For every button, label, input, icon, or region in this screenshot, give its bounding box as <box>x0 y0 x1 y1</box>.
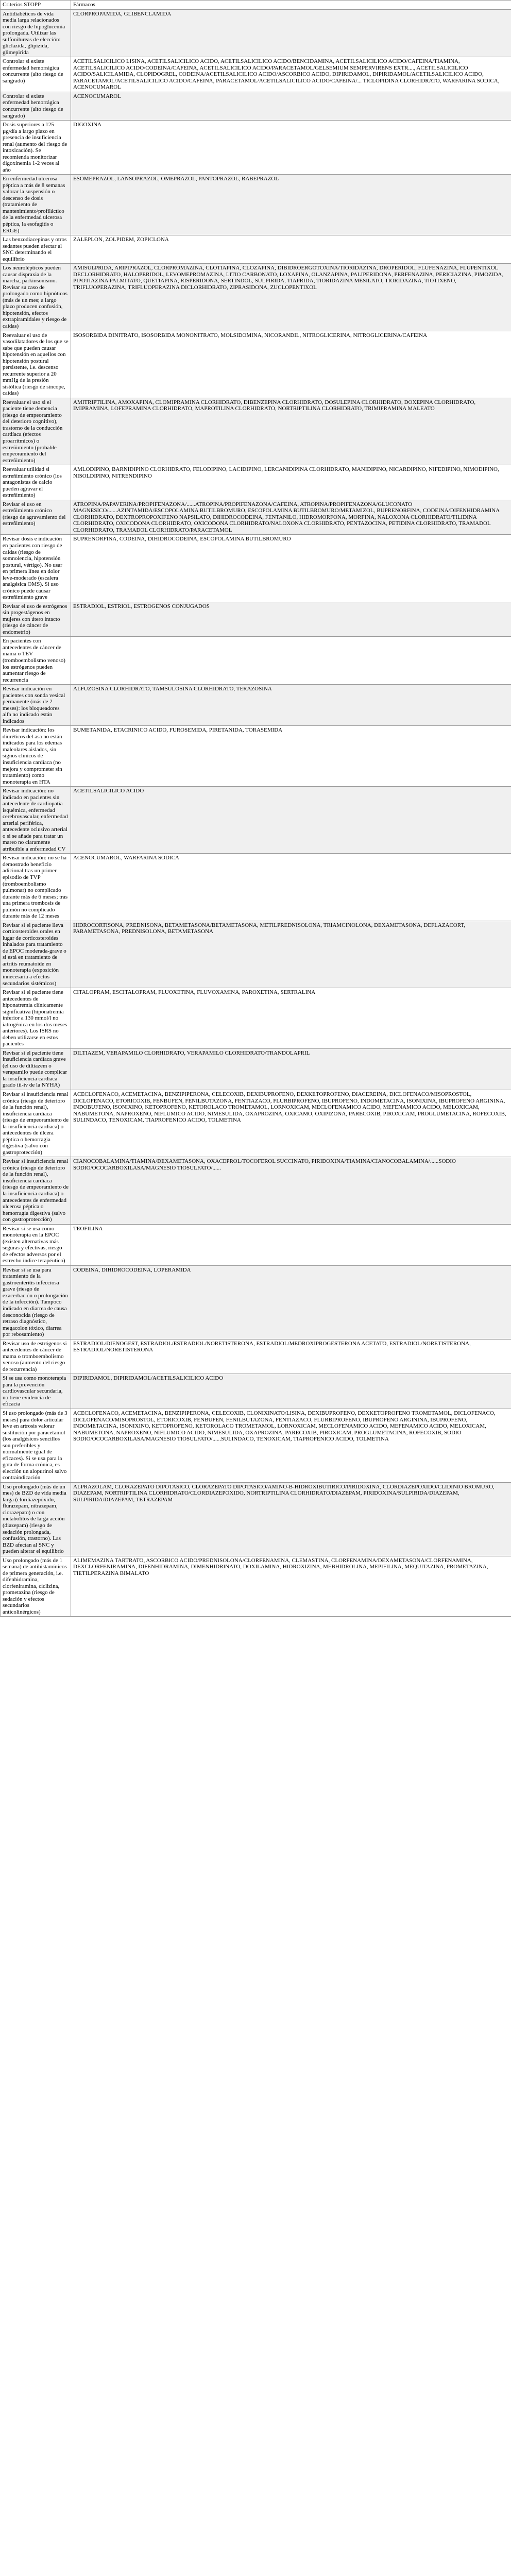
farmacos-cell: ESTRADIOL, ESTRIOL, ESTROGENOS CONJUGADOS <box>71 602 511 637</box>
criterio-cell: Antidiabéticos de vida media larga relacionados con riesgo de hipoglucemia prolongada. Utilizar las sulfonilureas de elección: gliclazida, glipizida, glimepirida <box>1 9 71 57</box>
farmacos-cell: CLORPROPAMIDA, GLIBENCLAMIDA <box>71 9 511 57</box>
table-row <box>1 235 511 264</box>
farmacos-cell: ISOSORBIDA DINITRATO, ISOSORBIDA MONONITRATO, MOLSIDOMINA, NICORANDIL, NITROGLICERINA, NITROGLICERINA/CAFEINA <box>71 331 511 398</box>
header-farmacos: Fármacos <box>71 1 511 10</box>
farmacos-cell: CITALOPRAM, ESCITALOPRAM, FLUOXETINA, FLUVOXAMINA, PAROXETINA, SERTRALINA <box>71 988 511 1049</box>
farmacos-cell: CODEINA, DIHIDROCODEINA, LOPERAMIDA <box>71 1265 511 1339</box>
table-row <box>1 1090 511 1157</box>
farmacos-cell: ACECLOFENACO, ACEMETACINA, BENZIPIPERONA, CELECOXIB, CLONIXINATO/LISINA, DEXIBUPROFENO, DEXKETOPROFENO TROMETAMOL, DICLOFENACO, DICLOFENACO/MISOPROSTOL, ETORICOXIB, FENBUFEN, FENILBUTAZONA, FENTIAZACO, FLURBIPROFENO, IBUPROFENO ARGININA, IBUPROFENO, INDOMETACINA, ISONIXINO, KETOPROFENO, KETOROLACO TROMETAMOL, LORNOXICAM, MECLOFENAMICO ACIDO, MEFENAMICO ACIDO, MELOXICAM, NABUMETONA, NAPROXENO, NIFLUMICO ACIDO, NIMESULIDA, OXAPROZINA, PARECOXIB, PIROXICAM, PROGLUMETACINA, ROFECOXIB, SODIO SODIO/OCOCARBOXILASA/MAGNESIO TIOSULFATO/......SULINDACO, TENOXICAM, TIAPROFENICO ACIDO, TOLMETINA <box>71 1409 511 1482</box>
farmacos-cell: DIPIRIDAMOL, DIPIRIDAMOL/ACETILSALICILICO ACIDO <box>71 1374 511 1409</box>
criterio-cell: Las benzodiacepinas y otros sedantes pueden afectar al SNC determinando el equilibrio <box>1 235 71 264</box>
table-row <box>1 264 511 331</box>
farmacos-cell: HIDROCORTISONA, PREDNISONA, BETAMETASONA/BETAMETASONA, METILPREDNISOLONA, TRIAMCINOLONA, DEXAMETASONA, DEFLAZACORT, PARAMETASONA, PREDNISOLONA, BETAMETASONA <box>71 921 511 988</box>
table-row <box>1 331 511 398</box>
table-row <box>1 787 511 854</box>
criterio-cell: Controlar si existe enfermedad hemorrágica concurrente (alto riesgo de sangrado) <box>1 57 71 92</box>
criterio-cell: Revisar el uso de estrógenos sin progestágenos en mujeres con útero intacto (riesgo de cáncer de endometrio) <box>1 602 71 637</box>
header-criterios: Criterios STOPP <box>1 1 71 10</box>
table-row <box>1 9 511 57</box>
table-row <box>1 121 511 175</box>
farmacos-cell: ATROPINA/PAPAVERINA/PROPIFENAZONA/......ATROPINA/PROPIFENAZONA/CAFEINA, ATROPINA/PROPIFENAZONA/GLUCONATO MAGNESICO/......AZINTAMIDA/ESCOPOLAMINA BUTILBROMURO, ESCOPOLAMINA BUTILBROMURO/METAMIZOL, BUPRENORFINA, CODEINA/DIFENHIDRAMINA CLORHIDRATO, DEXTROPROPOXIFENO NAPSILATO, DIHIDROCODEINA, FENTANILO, HIDROMORFONA, MORFINA, NALOXONA CLORHIDRATO/TILIDINA CLORHIDRATO, OXICODONA CLORHIDRATO, OXICODONA CLORHIDRATO/NALOXONA CLORHIDRATO, PENTAZOCINA, PETIDINA CLORHIDRATO, TRAMADOL CLORHIDRATO, TRAMADOL CLORHIDRATO/PARACETAMOL <box>71 500 511 535</box>
table-row <box>1 854 511 921</box>
farmacos-cell: ESTRADIOL/DIENOGEST, ESTRADIOL/ESTRADIOL/NORETISTERONA, ESTRADIOL/MEDROXIPROGESTERONA ACETATO, ESTRADIOL/NORETISTERONA, ESTRADIOL/NORETISTERONA <box>71 1339 511 1374</box>
table-row <box>1 1409 511 1482</box>
criterio-cell: Reevaluar utilidad si estreñimiento crónico (los antagonistas de calcio pueden agravar el estreñimiento) <box>1 465 71 500</box>
criterio-cell: Si uso prolongado (más de 3 meses) para dolor articular leve en artrosis valorar sustitución por paracetamol (los analgésicos sencillos son preferibles y normalmente igual de eficaces). Si se usa para la gota de forma crónica, es elección un alopurinol salvo contraindicación <box>1 1409 71 1482</box>
farmacos-cell: DILTIAZEM, VERAPAMILO CLORHIDRATO, VERAPAMILO CLORHIDRATO/TRANDOLAPRIL <box>71 1048 511 1090</box>
criterio-cell: Uso prolongado (más de 1 semana) de antihistamínicos de primera generación, i.e. difenhidramina, clorfeniramina, ciclizina, prometazina (riesgo de sedación y efectos secundarios anticolinérgicos) <box>1 1556 71 1617</box>
table-row <box>1 921 511 988</box>
farmacos-cell: ESOMEPRAZOL, LANSOPRAZOL, OMEPRAZOL, PANTOPRAZOL, RABEPRAZOL <box>71 175 511 235</box>
farmacos-cell: ALPRAZOLAM, CLORAZEPATO DIPOTASICO, CLORAZEPATO DIPOTASICO/AMINO-B-HIDROXIBUTIRICO/PIRIDOXINA, CLORDIAZEPOXIDO/CLIDINIO BROMURO, DIAZEPAM, NORTRIPTILINA CLORHIDRATO/CLORDIAZEPOXIDO, NORTRIPTILINA CLORHIDRATO/DIAZEPAM, PIRIDOXINA/SULPIRIDA/DIAZEPAM, SULPIRIDA/DIAZEPAM, TETRAZEPAM <box>71 1482 511 1556</box>
criterio-cell: Revisar uso de estrógenos si antecedentes de cáncer de mama o tromboembolismo venoso (aumento del riesgo de recurrencia) <box>1 1339 71 1374</box>
criterio-cell: Revisar indicación: los diuréticos del asa no están indicados para los edemas maleolares aislados, sin signos clínicos de insuficiencia cardíaca (no mejora y comprometer sin tratamiento) como monoterapia en HTA <box>1 726 71 787</box>
criterio-cell: En pacientes con antecedentes de cáncer de mama o TEV (tromboembolismo venoso) los estrógenos pueden aumentar riesgo de recurrencia <box>1 637 71 685</box>
criterio-cell: Revisar si se usa como monoterapia en la EPOC (existen alternativas más seguras y efectivas, riesgo de efectos adversos por el estrecho índice terapéutico) <box>1 1224 71 1265</box>
criterio-cell: Controlar si existe enfermedad hemorrágica concurrente (alto riesgo de sangrado) <box>1 92 71 120</box>
table-row <box>1 1224 511 1265</box>
criterio-cell: Reevaluar el uso si el paciente tiene demencia (riesgo de empeoramiento del deterioro cognitivo), trastorno de la conducción cardíaca (efectos proarrítmicos) o estreñimiento (probable empeoramiento del estreñimiento) <box>1 398 71 465</box>
farmacos-cell: AMISULPRIDA, ARIPIPRAZOL, CLORPROMAZINA, CLOTIAPINA, CLOZAPINA, DIBIDROERGOTOXINA/TIORIDAZINA, DROPERIDOL, FLUFENAZINA, FLUPENTIXOL DECLORHIDRATO, HALOPERIDOL, LEVOMEPROMAZINA, LITIO CARBONATO, LOXAPINA, OLANZAPINA, PALIPERIDONA, PERFENAZINA, PERICIAZINA, PIMOZIDA, PIPOTIAZINA PALMITATO, QUETIAPINA, RISPERIDONA, SERTINDOL, SULPIRIDA, TIAPRIDA, TIORIDAZINA MESILATO, TIORIDAZINA, TIOTIXENO, TRIFLUOPERAZINA, TRIFLUOPERAZINA DICLORHIDRATO, ZIPRASIDONA, ZUCLOPENTIXOL <box>71 264 511 331</box>
farmacos-cell: ACETILSALICILICO ACIDO <box>71 787 511 854</box>
farmacos-cell: AMLODIPINO, BARNIDIPINO CLORHIDRATO, FELODIPINO, LACIDIPINO, LERCANIDIPINA CLORHIDRATO, MANIDIPINO, NICARDIPINO, NIFEDIPINO, NIMODIPINO, NISOLDIPINO, NITRENDIPINO <box>71 465 511 500</box>
table-row <box>1 535 511 602</box>
table-row <box>1 1048 511 1090</box>
criterio-cell: Revisar dosis e indicación en pacientes con riesgo de caídas (riesgo de somnolencia, hipotensión postural, vértigo). No usar en primera línea en dolor leve-moderado (escalera analgésica OMS). Si uso crónico puede causar estreñimiento grave <box>1 535 71 602</box>
farmacos-cell: ACENOCUMAROL <box>71 92 511 120</box>
criterio-cell: Revisar si se usa para tratamiento de la gastroenteritis infecciosa grave (riesgo de exacerbación o prolongación de la infección). Tampoco indicado en diarrea de causa desconocida (riesgo de retraso diagnóstico, megacolon tóxico, diarrea por rebosamiento) <box>1 1265 71 1339</box>
farmacos-cell: ACENOCUMAROL, WARFARINA SODICA <box>71 854 511 921</box>
table-row <box>1 1265 511 1339</box>
criterio-cell: Revisar si el paciente tiene antecedentes de hiponatremia clínicamente significativa (hiponatremia inferior a 130 mmol/l no iatrogénica en los dos meses anteriores). Los ISRS no deben utilizarse en estos pacientes <box>1 988 71 1049</box>
criterio-cell: Revisar indicación en pacientes con sonda vesical permanente (más de 2 meses): los bloqueadores alfa no indicado están indicados <box>1 685 71 726</box>
criterio-cell: Reevaluar el uso de vasodilatadores de los que se sabe que pueden causar hipotensión en aquellos con hipotensión postural persistente, i.e. descenso recurrente superior a 20 mmHg de la presión sistólica (riesgo de síncope, caídas) <box>1 331 71 398</box>
table-row <box>1 92 511 120</box>
farmacos-cell: CIANOCOBALAMINA/TIAMINA/DEXAMETASONA, OXACEPROL/TOCOFEROL SUCCINATO, PIRIDOXINA/TIAMINA/CIANOCOBALAMINA/......SODIO SODIO/OCOCARBOXILASA/MAGNESIO TIOSULFATO/...... <box>71 1157 511 1224</box>
farmacos-cell: ALFUZOSINA CLORHIDRATO, TAMSULOSINA CLORHIDRATO, TERAZOSINA <box>71 685 511 726</box>
table-row <box>1 398 511 465</box>
criterio-cell: Dosis superiores a 125 µg/día a largo plazo en presencia de insuficiencia renal (aumento del riesgo de intoxicación). Se recomienda monitorizar digoxinemia 1-2 veces al año <box>1 121 71 175</box>
criterio-cell: Revisar si el paciente tiene insuficiencia cardíaca grave (el uso de diltiazem o verapamilo puede complicar la insuficiencia cardíaca grado iii-iv de la NYHA) <box>1 1048 71 1090</box>
table-row <box>1 1374 511 1409</box>
table-row <box>1 602 511 637</box>
farmacos-cell: ZALEPLON, ZOLPIDEM, ZOPICLONA <box>71 235 511 264</box>
farmacos-cell: ACECLOFENACO, ACEMETACINA, BENZIPIPERONA, CELECOXIB, DEXIBUPROFENO, DEXKETOPROFENO, DIACEREINA, DICLOFENACO/MISOPROSTOL, DICLOFENACO, ETORICOXIB, FENBUFEN, FENILBUTAZONA, FENTIAZACO, FLURBIPROFENO, IBUPROFENO, INDOMETACINA, ISONIXINA, IBUPROFENO ARGININA, INDOBUFENO, ISONIXINO, KETOPROFENO, KETOROLACO TROMETAMOL, LORNOXICAM, MECLOFENAMICO ACIDO, MEFENAMICO ACIDO, MELOXICAM, NABUMETONA, NAPROXENO, NIFLUMICO ACIDO, NIMESULIDA, OXAPROZINA, OXICAMO, OXIPIZONA, PARECOXIB, PIROXICAM, PROGLUMETACINA, ROFECOXIB, SULINDACO, TENOXICAM, TIAPROFENICO ACIDO, TOLMETINA <box>71 1090 511 1157</box>
criterio-cell: Si se usa como monoterapia para la prevención cardiovascular secundaria, no tiene evidencia de eficacia <box>1 1374 71 1409</box>
criterio-cell: Revisar indicación: no indicado en pacientes sin antecedente de cardiopatía isquémica, enfermedad cerebrovascular, enfermedad arterial periférica, antecedente oclusivo arterial o si se añade para tratar un mareo no claramente atribuible a enfermedad CV <box>1 787 71 854</box>
farmacos-cell: TEOFILINA <box>71 1224 511 1265</box>
criterio-cell: En enfermedad ulcerosa péptica a más de 8 semanas valorar la suspensión o descenso de dosis (tratamiento de mantenimiento/profiláctico de la enfermedad ulcerosa péptica, la esofagitis o ERGE) <box>1 175 71 235</box>
table-row <box>1 637 511 685</box>
table-row <box>1 465 511 500</box>
criterio-cell: Revisar si el paciente lleva corticosteroides orales en lugar de corticosteroides inhalados para tratamiento de EPOC moderada-grave o si está en tratamiento de artritis reumatoide en monoterapia (exposición innecesaria a efectos secundarios sistémicos) <box>1 921 71 988</box>
criterio-cell: Revisar si insuficiencia renal crónica (riesgo de deterioro de la función renal), insuficiencia cardíaca (riesgo de empeoramiento de la insuficiencia cardíaca) o antecedentes de enfermedad ulcerosa péptica o hemorragia digestiva (salvo con gastroprotección) <box>1 1157 71 1224</box>
farmacos-cell: ACETILSALICILICO LISINA, ACETILSALICILICO ACIDO, ACETILSALICILICO ACIDO/BENCIDAMINA, ACETILSALICILICO ACIDO/CAFEINA/TIAMINA, ACETILSALICILICO ACIDO/CODEINA/CAFEINA, ACETILSALICILICO ACIDO/PARACETAMOL/GELSEMIUM SEMPERVIRENS EXTR...., ACETILSALICILICO ACIDO/SALICILAMIDA, CLOPIDOGREL, CODEINA/ACETILSALICILICO ACIDO/ASCORBICO ACIDO, DIPIRIDAMOL, DIPIRIDAMOL/ACETILSALICILICO ACIDO, PARACETAMOL/ACETILSALICILICO ACIDO/CAFEINA, PARACETAMOL/ACETILSALICILICO ACIDO/CAFEINA/... TICLOPIDINA CLORHIDRATO, WARFARINA SODICA, ACENOCUMAROL <box>71 57 511 92</box>
table-row <box>1 988 511 1049</box>
table-row <box>1 1339 511 1374</box>
table-row <box>1 1482 511 1556</box>
criterio-cell: Revisar el uso en estreñimiento crónico (riesgo de agravamiento del estreñimiento) <box>1 500 71 535</box>
table-row <box>1 1157 511 1224</box>
farmacos-cell: AMITRIPTILINA, AMOXAPINA, CLOMIPRAMINA CLORHIDRATO, DIBENZEPINA CLORHIDRATO, DOSULEPINA CLORHIDRATO, DOXEPINA CLORHIDRATO, IMIPRAMINA, LOFEPRAMINA CLORHIDRATO, MAPROTILINA CLORHIDRATO, NORTRIPTILINA CLORHIDRATO, TRIMIPRAMINA MALEATO <box>71 398 511 465</box>
table-row <box>1 726 511 787</box>
farmacos-cell: BUMETANIDA, ETACRINICO ACIDO, FUROSEMIDA, PIRETANIDA, TORASEMIDA <box>71 726 511 787</box>
farmacos-cell: BUPRENORFINA, CODEINA, DIHIDROCODEINA, ESCOPOLAMINA BUTILBROMURO <box>71 535 511 602</box>
farmacos-cell: DIGOXINA <box>71 121 511 175</box>
farmacos-cell: ALIMEMAZINA TARTRATO, ASCORBICO ACIDO/PREDNISOLONA/CLORFENAMINA, CLEMASTINA, CLORFENAMINA/DEXAMETASONA/CLORFENAMINA, DEXCLORFENIRAMINA, DIFENHIDRAMINA, DIMENHIDRINATO, DOXILAMINA, HIDROXIZINA, MEBHIDROLINA, MEPIFILINA, MEQUITAZINA, PROMETAZINA, TIETILPERAZINA BIMALATO <box>71 1556 511 1617</box>
table-body <box>1 9 511 1617</box>
table-header <box>1 1 511 10</box>
table-row <box>1 500 511 535</box>
criterio-cell: Revisar indicación: no se ha demostrado beneficio adicional tras un primer episodio de TVP (tromboembolismo pulmonar) no complicado durante más de 6 meses; tras una primera trombosis de pulmón no complicado durante más de 12 meses <box>1 854 71 921</box>
farmacos-cell <box>71 637 511 685</box>
table-row <box>1 57 511 92</box>
criterio-cell: Revisar si insuficiencia renal crónica (riesgo de deterioro de la función renal), insuficiencia cardíaca (riesgo de empeoramiento de la insuficiencia cardíaca) o antecedentes de úlcera péptica o hemorragia digestiva (salvo con gastroprotección) <box>1 1090 71 1157</box>
table-row <box>1 685 511 726</box>
criterio-cell: Uso prolongado (más de un mes) de BZD de vida media larga (clordiazepóxido, flurazepam, nitrazepam, clorazepato) o con metabolitos de larga acción (diazepam) (riesgo de sedación prolongada, confusión, trastorno). Las BZD afectan al SNC y pueden alterar el equilibrio <box>1 1482 71 1556</box>
table-row <box>1 1556 511 1617</box>
criterio-cell: Los neurolépticos pueden causar dispraxia de la marcha, parkinsonismo. Revisar su caso de prolongado como hipnóticos (más de un mes; a largo plazo producen confusión, hipotensión, efectos extrapiramidales y riesgo de caídas) <box>1 264 71 331</box>
header-row <box>1 1 511 10</box>
table-row <box>1 175 511 235</box>
